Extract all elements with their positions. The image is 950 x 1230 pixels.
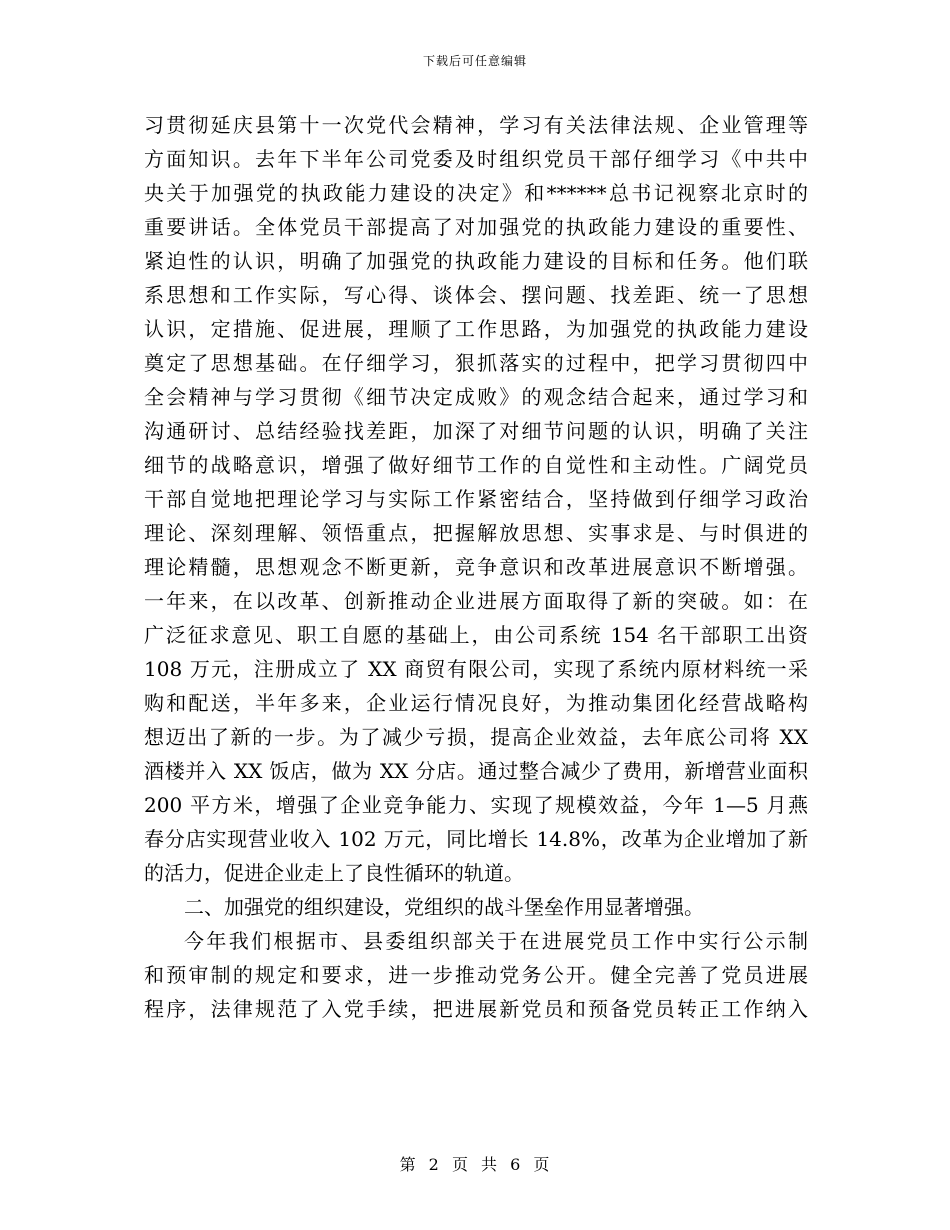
text-line: 广泛征求意见、职工自愿的基础上，由公司系统 154 名干部职工出资 [144,623,808,647]
text-line: 全会精神与学习贯彻《细节决定成败》的观念结合起来，通过学习和 [144,385,808,409]
text-line: 想迈出了新的一步。为了减少亏损，提高企业效益，去年底公司将 XX [144,725,808,749]
document-body [144,108,808,1026]
page-header: 下载后可任意编辑 [422,54,527,68]
text-line: 108 万元，注册成立了 XX 商贸有限公司，实现了系统内原材料统一采 [144,657,808,681]
text-line: 央关于加强党的执政能力建设的决定》和******总书记视察北京时的 [144,181,808,205]
page-footer: 第 2 页 共 6 页 [399,1155,551,1174]
text-line: 的活力，促进企业走上了良性循环的轨道。 [144,861,524,885]
text-line: 习贯彻延庆县第十一次党代会精神，学习有关法律法规、企业管理等 [144,113,808,137]
section-heading: 二、加强党的组织建设，党组织的战斗堡垒作用显著增强。 [184,895,704,919]
text-line: 理论精髓，思想观念不断更新，竞争意识和改革进展意识不断增强。 [144,555,808,579]
text-line: 一年来，在以改革、创新推动企业进展方面取得了新的突破。如：在 [144,589,808,613]
text-line: 酒楼并入 XX 饭店，做为 XX 分店。通过整合减少了费用，新增营业面积 [144,759,808,783]
text-line: 系思想和工作实际，写心得、谈体会、摆问题、找差距、统一了思想 [144,283,808,307]
text-line: 购和配送，半年多来，企业运行情况良好，为推动集团化经营战略构 [144,691,808,715]
text-line: 方面知识。去年下半年公司党委及时组织党员干部仔细学习《中共中 [144,147,808,171]
text-line: 紧迫性的认识，明确了加强党的执政能力建设的目标和任务。他们联 [144,249,808,273]
text-line: 认识，定措施、促进展，理顺了工作思路，为加强党的执政能力建设 [144,317,808,341]
text-line: 春分店实现营业收入 102 万元，同比增长 14.8%，改革为企业增加了新 [144,827,808,851]
text-line: 重要讲话。全体党员干部提高了对加强党的执政能力建设的重要性、 [144,215,808,239]
text-line: 程序，法律规范了入党手续，把进展新党员和预备党员转正工作纳入 [144,997,808,1021]
text-line: 今年我们根据市、县委组织部关于在进展党员工作中实行公示制 [184,929,808,953]
text-line: 理论、深刻理解、领悟重点，把握解放思想、实事求是、与时俱进的 [144,521,808,545]
text-line: 奠定了思想基础。在仔细学习，狠抓落实的过程中，把学习贯彻四中 [144,351,808,375]
text-line: 和预审制的规定和要求，进一步推动党务公开。健全完善了党员进展 [144,963,808,987]
text-line: 干部自觉地把理论学习与实际工作紧密结合，坚持做到仔细学习政治 [144,487,808,511]
text-line: 沟通研讨、总结经验找差距，加深了对细节问题的认识，明确了关注 [144,419,808,443]
text-line: 细节的战略意识，增强了做好细节工作的自觉性和主动性。广阔党员 [144,453,808,477]
text-line: 200 平方米，增强了企业竞争能力、实现了规模效益，今年 1—5 月燕 [144,793,808,817]
